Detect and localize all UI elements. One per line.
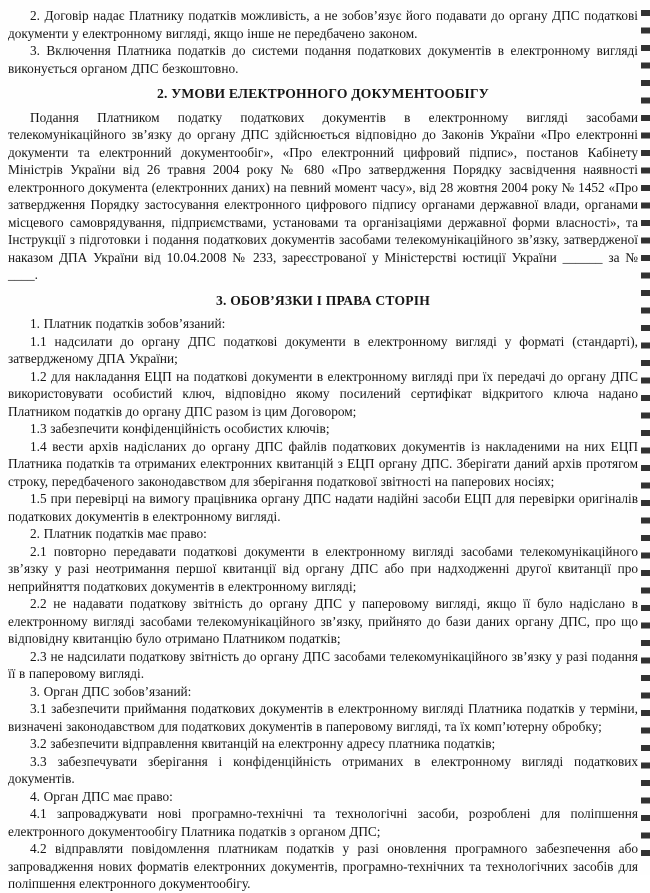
list-item: 3. Орган ДПС зобов’язаний: [30, 683, 192, 699]
list-item: 1.1 надсилати до органу ДПС податкові документи в електронному вигляді у форматі (стандарті), затвердженому ДПА України; [8, 333, 638, 366]
list-item: 1.3 забезпечити конфіденційність особистих ключів; [30, 421, 330, 436]
list-item: 4. Орган ДПС має право: [30, 788, 173, 804]
list-item: 1.2 для накладання ЕЦП на податкові документи в електронному вигляді при їх передачі до органу ДПС використовувати особистий ключ, відповідно якому посилений сертифікат відкритого ключа надано Платником податків до органу ДПС разом із цим Договором; [8, 368, 638, 419]
paragraph: Подання Платником податку податкових документів в електронному вигляді засобами телекомунікаційного зв’язку до органу ДПС здійснюється відповідно до Законів України «Про електронні документи та електронний документообіг», «Про електронний цифровий підпис», постанов Кабінету Міністрів України від 26 травня 2004 року № 680 «Про затвердження Порядку засвідчення наявності електронного документа (електронних даних) на певний момент часу», від 28 жовтня 2004 року № 1452 «Про затвердження Порядку застосування електронного цифрового підпису органами державної влади, органами місцевого самоврядування, підприємствами, установами та організаціями державної форми власності», та Інструкції з підготовки і подання податкових документів засобами телекомунікаційного зв’язку, затвердженої наказом ДПА України від 10.04.2008 № 233, зареєстрованої у Міністерстві юстиції України ______ за № ____. [8, 109, 638, 282]
list-item: 4.1 запроваджувати нові програмно-технічні та технологічні засоби, розроблені для поліпшення електронного документообігу Платника податків з органом ДПС; [8, 806, 638, 839]
list-item: 3.2 забезпечити відправлення квитанцій на електронну адресу платника податків; [30, 736, 496, 751]
list-item: 1. Платник податків зобов’язаний: [30, 316, 226, 331]
paragraph: 3. Включення Платника податків до системи подання податкових документів в електронному вигляді виконується органом ДПС безкоштовно. [8, 43, 638, 76]
list-item: 3.3 забезпечувати зберігання і конфіденційність отриманих в електронному вигляді податкових документів. [8, 753, 638, 786]
scan-artifact-strip [641, 10, 650, 866]
list-item: 2.2 не надавати податкову звітність до органу ДПС у паперовому вигляді, якщо її було надіслано в електронному вигляді засобами телекомунікаційного зв’язку, прийнято до бази даних органу ДПС, про що відповідну квитанцію було отримано Платником податків; [8, 596, 638, 646]
list-item: 2. Платник податків має право: [30, 526, 207, 541]
section-heading: 2. УМОВИ ЕЛЕКТРОННОГО ДОКУМЕНТООБІГУ [157, 86, 489, 101]
list-item: 2.3 не надсилати податкову звітність до органу ДПС засобами телекомунікаційного зв’язку у разі подання її в паперовому вигляді. [8, 648, 638, 681]
paragraph: 2. Договір надає Платнику податків можливість, а не зобов’язує його подавати до органу ДПС податкові документи у електронному вигляді, якщо інше не передбачено законом. [8, 8, 638, 41]
list-item: 1.4 вести архів надісланих до органу ДПС файлів податкових документів із накладеними на них ЕЦП Платника податків та отриманих електронних квитанцій з ЕЦП органу ДПС. Зберігати даний архів протягом строку, передбаченого законодавством для зберігання податкової звітності на паперових носіях; [8, 438, 638, 489]
list-item: 2.1 повторно передавати податкові документи в електронному вигляді засобами телекомунікаційного зв’язку у разі неотримання першої квитанції від органу ДПС або при надходженні другої квитанції про неприйняття податкових документів в електронному вигляді; [8, 543, 638, 594]
list-item: 1.5 при перевірці на вимогу працівника органу ДПС надати надійні засоби ЕЦП для перевірки оригіналів податкових документів в електронному вигляді. [8, 491, 638, 524]
document-body [8, 7, 638, 893]
list-item: 3.1 забезпечити приймання податкових документів в електронному вигляді Платника податків у терміни, визначені законодавством для податкових документів в паперовому вигляді, та їх комп’ютерну обробку; [8, 701, 638, 734]
section-heading: 3. ОБОВ’ЯЗКИ І ПРАВА СТОРІН [216, 292, 430, 308]
list-item: 4.2 відправляти повідомлення платникам податків у разі оновлення програмного забезпечення або запровадження нових форматів електронних документів, програмно-технічних та технологічних засобів для поліпшення електронного документообігу. [8, 841, 638, 891]
